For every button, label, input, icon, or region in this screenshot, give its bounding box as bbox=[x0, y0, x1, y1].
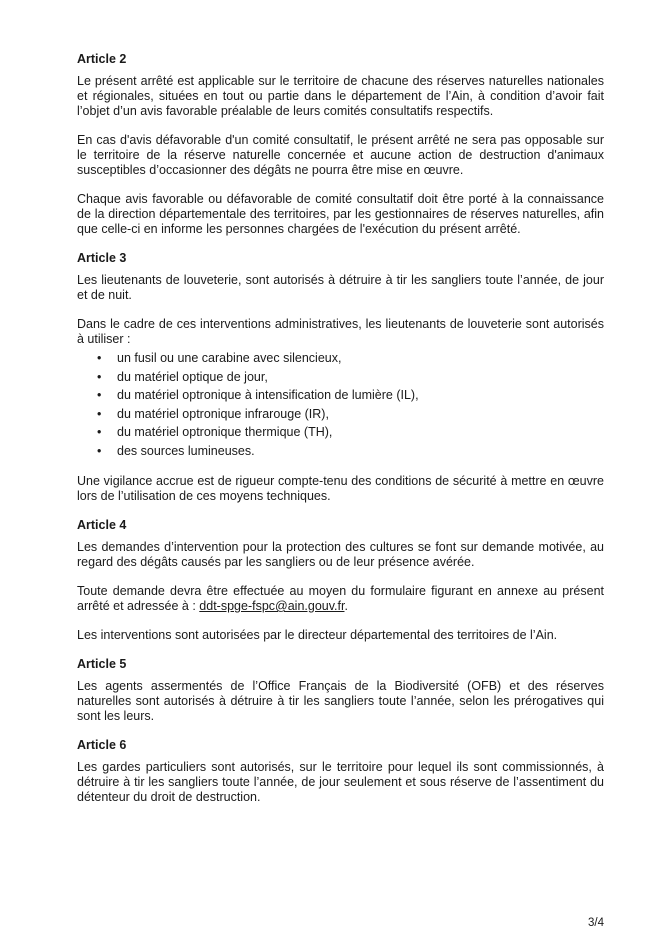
paragraph: Dans le cadre de ces interventions administratives, les lieutenants de louveterie sont autorisés à utiliser : bbox=[77, 317, 604, 346]
paragraph: Le présent arrêté est applicable sur le territoire de chacune des réserves naturelles nationales et régionales, situées en tout ou partie dans le département de l’Ain, à condition d’avoir fait l’objet d’un avis favorable préalable de leurs comités consultatifs respectifs. bbox=[77, 74, 604, 118]
article-5 bbox=[77, 657, 604, 724]
bullet-icon: • bbox=[97, 388, 102, 402]
list-item: • des sources lumineuses. bbox=[77, 442, 604, 461]
article-6 bbox=[77, 738, 604, 805]
paragraph: En cas d'avis défavorable d'un comité consultatif, le présent arrêté ne sera pas opposable sur le territoire de la réserve naturelle concernée et aucune action de destruction d'animaux susceptibles d’occasionner des dégâts ne pourra être mise en œuvre. bbox=[77, 133, 604, 177]
article-4 bbox=[77, 518, 604, 643]
list-item: • du matériel optronique infrarouge (IR), bbox=[77, 405, 604, 424]
document-page bbox=[77, 52, 604, 819]
article-heading: Article 3 bbox=[77, 251, 127, 265]
list-item: • du matériel optronique thermique (TH), bbox=[77, 423, 604, 442]
article-heading: Article 4 bbox=[77, 518, 127, 532]
article-3 bbox=[77, 251, 604, 504]
bullet-icon: • bbox=[97, 443, 102, 458]
article-2 bbox=[77, 52, 604, 237]
equipment-list bbox=[77, 349, 604, 460]
bullet-icon: • bbox=[97, 406, 102, 421]
article-heading: Article 2 bbox=[77, 52, 127, 66]
paragraph: Toute demande devra être effectuée au moyen du formulaire figurant en annexe au présent arrêté et adressée à : ddt-spge-fspc@ain.gouv.fr. bbox=[77, 584, 604, 613]
list-item: • un fusil ou une carabine avec silencieux, bbox=[77, 349, 604, 368]
bullet-icon: • bbox=[97, 351, 102, 365]
paragraph: Les agents assermentés de l’Office Français de la Biodiversité (OFB) et des réserves naturelles sont autorisés à détruire à tir les sangliers toute l’année, selon les prérogatives qui sont les leurs. bbox=[77, 679, 604, 723]
article-heading: Article 5 bbox=[77, 657, 127, 671]
article-heading: Article 6 bbox=[77, 738, 127, 752]
paragraph: Chaque avis favorable ou défavorable de comité consultatif doit être porté à la connaissance de la direction départementale des territoires, par les gestionnaires de réserves naturelles, afin que celle-ci en informe les personnes chargées de l'exécution du présent arrêté. bbox=[77, 192, 604, 236]
email-link[interactable]: ddt-spge-fspc@ain.gouv.fr bbox=[199, 599, 345, 613]
paragraph: Les interventions sont autorisées par le directeur départemental des territoires de l’Ain. bbox=[77, 628, 558, 642]
list-item: • du matériel optronique à intensification de lumière (IL), bbox=[77, 386, 604, 405]
paragraph: Les gardes particuliers sont autorisés, sur le territoire pour lequel ils sont commissionnés, à détruire à tir les sangliers toute l’année, de jour seulement et sous réserve de l’assentiment du détenteur du droit de destruction. bbox=[77, 760, 604, 804]
bullet-icon: • bbox=[97, 425, 102, 439]
paragraph: Une vigilance accrue est de rigueur compte-tenu des conditions de sécurité à mettre en œuvre lors de l’utilisation de ces moyens techniques. bbox=[77, 474, 604, 503]
bullet-icon: • bbox=[97, 369, 102, 384]
page-number: 3/4 bbox=[588, 917, 604, 929]
paragraph: Les demandes d’intervention pour la protection des cultures se font sur demande motivée, au regard des dégâts causés par les sangliers ou de leur présence avérée. bbox=[77, 540, 604, 569]
list-item: • du matériel optique de jour, bbox=[77, 368, 604, 387]
paragraph: Les lieutenants de louveterie, sont autorisés à détruire à tir les sangliers toute l’année, de jour et de nuit. bbox=[77, 273, 604, 302]
